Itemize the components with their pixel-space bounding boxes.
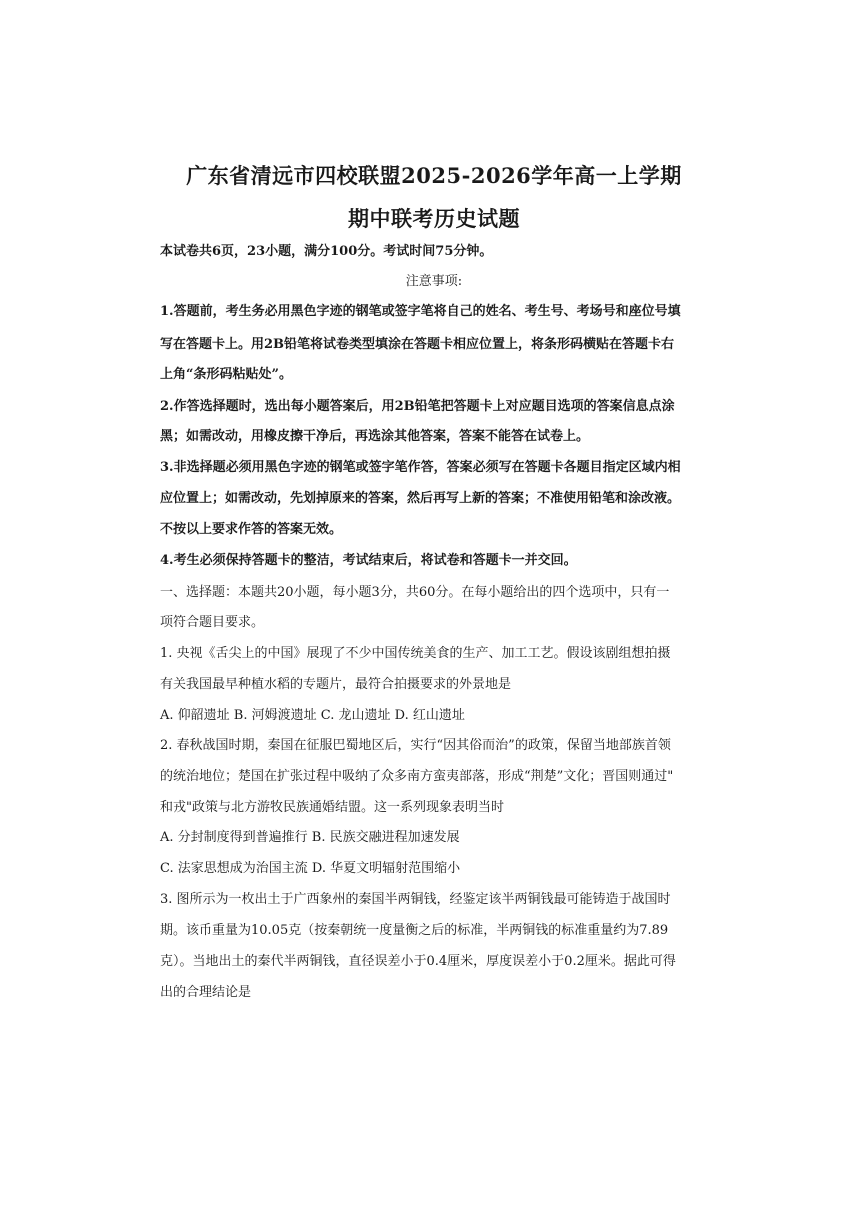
q3-stem-line4: 出的合理结论是 xyxy=(160,985,252,1000)
q2-stem-line2: 的统治地位；楚国在扩张过程中吸纳了众多南方蛮夷部落，形成“荆楚”文化；晋国则通过" xyxy=(160,769,674,784)
exam-intro: 本试卷共6页，23小题，满分100分。考试时间75分钟。 xyxy=(160,244,493,259)
notice-item3-line2: 应位置上；如需改动，先划掉原来的答案，然后再写上新的答案；不准使用铅笔和涂改液。 xyxy=(160,491,681,506)
q1-options: A. 仰韶遗址 B. 河姆渡遗址 C. 龙山遗址 D. 红山遗址 xyxy=(160,708,465,723)
q2-stem-line3: 和戎"政策与北方游牧民族通婚结盟。这一系列现象表明当时 xyxy=(160,800,504,815)
q3-stem-line3: 克）。当地出土的秦代半两铜钱，直径误差小于0.4厘米，厚度误差小于0.2厘米。据此可得 xyxy=(160,954,676,969)
section1-instructions-line1: 一、选择题：本题共20小题，每小题3分，共60分。在每小题给出的四个选项中，只有一 xyxy=(160,585,670,600)
notice-item1-line2: 写在答题卡上。用2B铅笔将试卷类型填涂在答题卡相应位置上，将条形码横贴在答题卡右 xyxy=(160,337,675,352)
section1-instructions-line2: 项符合题目要求。 xyxy=(160,615,265,630)
notice-item4-line1: 4.考生必须保持答题卡的整洁，考试结束后，将试卷和答题卡一并交回。 xyxy=(160,553,577,568)
notice-heading: 注意事项: xyxy=(405,274,463,289)
exam-title-line2: 期中联考历史试题 xyxy=(348,206,520,231)
notice-item3-line1: 3.非选择题必须用黑色字迹的钢笔或签字笔作答，答案必须写在答题卡各题目指定区域内相 xyxy=(160,460,681,475)
notice-item1-line1: 1.答题前，考生务必用黑色字迹的钢笔或签字笔将自己的姓名、考生号、考场号和座位号填 xyxy=(160,304,681,319)
q3-stem-line1: 3. 图所示为一枚出土于广西象州的秦国半两铜钱，经鉴定该半两铜钱最可能铸造于战国时 xyxy=(160,892,671,907)
q2-options-ab: A. 分封制度得到普遍推行 B. 民族交融进程加速发展 xyxy=(160,830,460,845)
q1-stem-line1: 1. 央视《舌尖上的中国》展现了不少中国传统美食的生产、加工工艺。假设该剧组想拍摄 xyxy=(160,646,671,661)
notice-item1-line3: 上角“条形码粘贴处”。 xyxy=(160,367,292,382)
q2-options-cd: C. 法家思想成为治国主流 D. 华夏文明辐射范围缩小 xyxy=(160,861,461,876)
notice-item3-line3: 不按以上要求作答的答案无效。 xyxy=(160,522,343,537)
q2-stem-line1: 2. 春秋战国时期，秦国在征服巴蜀地区后，实行“因其俗而治”的政策，保留当地部族首领 xyxy=(160,738,671,753)
q1-stem-line2: 有关我国最早种植水稻的专题片，最符合拍摄要求的外景地是 xyxy=(160,677,512,692)
notice-item2-line2: 黑；如需改动，用橡皮擦干净后，再选涂其他答案，答案不能答在试卷上。 xyxy=(160,429,590,444)
q3-stem-line2: 期。该币重量为10.05克（按秦朝统一度量衡之后的标准，半两铜钱的标准重量约为7.89 xyxy=(160,923,669,938)
exam-title-line1: 广东省清远市四校联盟2025-2026学年高一上学期 xyxy=(186,163,682,188)
notice-item2-line1: 2.作答选择题时，选出每小题答案后，用2B铅笔把答题卡上对应题目选项的答案信息点涂 xyxy=(160,399,675,414)
